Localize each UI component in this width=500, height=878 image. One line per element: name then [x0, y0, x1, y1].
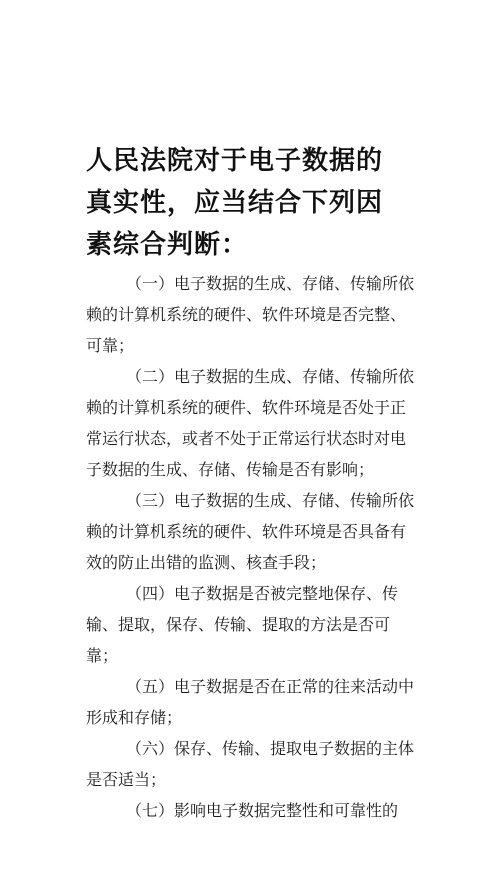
list-item-2	[86, 361, 414, 485]
list-item-text: （五）电子数据是否在正常的往来活动中形成和存储；	[86, 677, 415, 727]
list-item-6	[86, 733, 414, 795]
list-item-text: （一）电子数据的生成、存储、传输所依赖的计算机系统的硬件、软件环境是否完整、可靠；	[86, 274, 415, 355]
list-item-3	[86, 485, 414, 578]
list-item-4	[86, 578, 414, 671]
list-item-5	[86, 671, 414, 733]
document-body	[86, 268, 414, 826]
list-item-text: （二）电子数据的生成、存储、传输所依赖的计算机系统的硬件、软件环境是否处于正常运行状态，或者不处于正常运行状态时对电子数据的生成、存储、传输是否有影响；	[86, 367, 415, 479]
document-title: 人民法院对于电子数据的真实性，应当结合下列因素综合判断：	[86, 146, 384, 260]
list-item-text: （七）影响电子数据完整性和可靠性的	[126, 801, 399, 820]
list-item-7	[86, 795, 414, 826]
list-item-text: （四）电子数据是否被完整地保存、传输、提取，保存、传输、提取的方法是否可靠；	[86, 584, 399, 665]
list-item-1	[86, 268, 414, 361]
list-item-text: （六）保存、传输、提取电子数据的主体是否适当；	[86, 739, 415, 789]
list-item-text: （三）电子数据的生成、存储、传输所依赖的计算机系统的硬件、软件环境是否具备有效的防止出错的监测、核查手段；	[86, 491, 415, 572]
